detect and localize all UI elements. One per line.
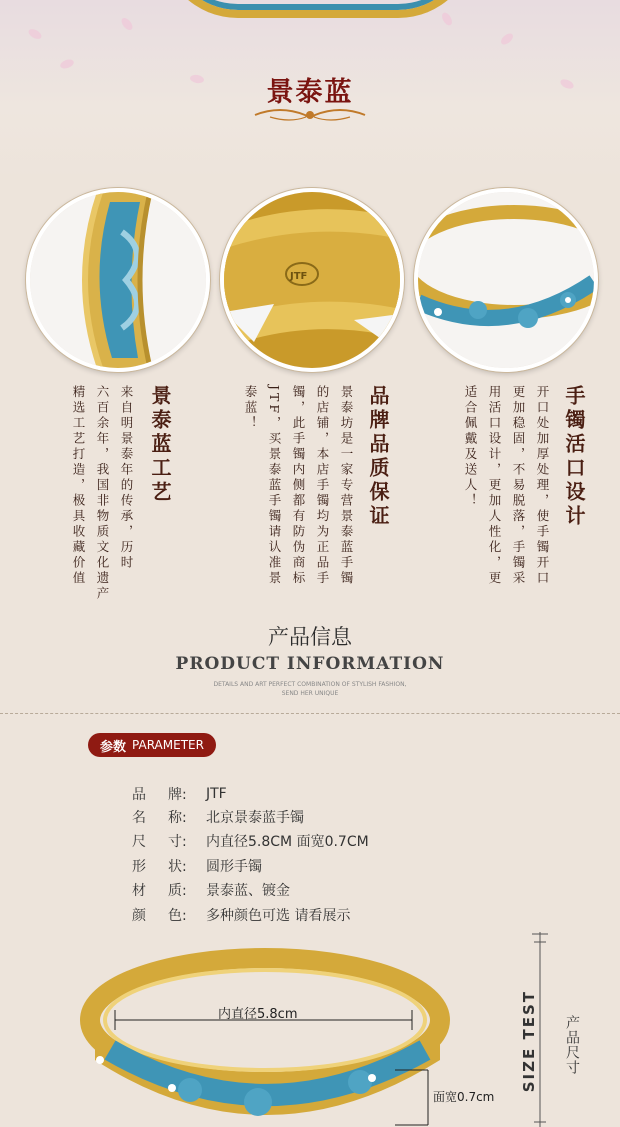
section-divider (0, 713, 620, 714)
feature-title-craft: 景泰蓝工艺 (148, 385, 172, 505)
param-key: 色: (168, 908, 187, 924)
size-label-cn: 产品尺寸 (564, 1015, 580, 1075)
feature-line: JTF，买景泰蓝手镯请认准景 (267, 385, 282, 587)
petal-decor (440, 11, 454, 27)
bangle-inner-trademark-photo (220, 188, 404, 372)
ornament-flourish-icon (250, 103, 370, 125)
bangle-closeup-enamel-photo (26, 188, 210, 372)
size-test-label: SIZE TEST (520, 990, 538, 1093)
feature-line: 泰蓝！ (243, 385, 258, 432)
bangle-top-decor (160, 0, 476, 18)
param-key: 颜 (132, 908, 146, 924)
product-info-tagline (0, 680, 620, 698)
page-title: 景泰蓝 (266, 77, 354, 108)
param-key: 质: (168, 883, 187, 899)
feature-line: 景泰坊是一家专营景泰蓝手镯 (339, 385, 354, 587)
inner-diameter-label: 内直径5.8cm (218, 1007, 298, 1022)
param-row-material (132, 879, 290, 901)
parameter-badge (88, 733, 216, 757)
tagline-line-2: SEND HER UNIQUE (281, 690, 339, 697)
param-row-name (132, 806, 304, 828)
param-key: 形 (132, 859, 146, 875)
param-value: 多种颜色可选 请看展示 (206, 908, 351, 924)
feature-line: 来自明景泰年的传承，历时 (119, 385, 134, 571)
petal-decor (119, 16, 134, 32)
feature-line: 的店铺，本店手镯均为正品手 (315, 385, 330, 587)
parameter-badge-cn: 参数 (100, 739, 127, 755)
feature-line: 精选工艺打造，极具收藏价值 (71, 385, 86, 587)
param-key: 称: (168, 810, 187, 826)
param-key: 状: (168, 859, 187, 875)
param-value: JTF (206, 786, 227, 802)
feature-line: 开口处加厚处理，使手镯开口 (535, 385, 550, 587)
param-value: 内直径5.8CM 面宽0.7CM (206, 834, 369, 850)
param-key: 牌: (168, 787, 187, 803)
width-label: 面宽0.7cm (433, 1090, 495, 1104)
feature-line: 用活口设计，更加人性化，更 (487, 385, 502, 587)
param-value: 北京景泰蓝手镯 (206, 810, 304, 826)
feature-line: 更加稳固，不易脱落，手镯采 (511, 385, 526, 587)
petal-decor (499, 31, 515, 46)
param-key: 寸: (168, 834, 187, 850)
param-row-brand (132, 783, 227, 805)
product-info-title-cn: 产品信息 (268, 625, 352, 649)
param-value: 景泰蓝、镀金 (206, 883, 290, 899)
tagline-line-1: DETAILS AND ART PERFECT COMBINATION OF STYLISH FASHION, (213, 681, 407, 688)
feature-line: 六百余年，我国非物质文化遗产 (95, 385, 110, 602)
parameter-badge-en: PARAMETER (132, 738, 204, 752)
param-row-size (132, 830, 369, 852)
petal-decor (59, 58, 75, 70)
param-key: 尺 (132, 834, 146, 850)
feature-title-design: 手镯活口设计 (562, 385, 586, 529)
feature-title-quality: 品牌品质保证 (366, 385, 390, 529)
svg-text:JTF: JTF (290, 271, 308, 282)
petal-decor (27, 27, 43, 41)
bangle-opening-design-photo (414, 188, 598, 372)
feature-line: 适合佩戴及送人！ (463, 385, 478, 509)
param-row-color (132, 904, 350, 926)
param-value: 圆形手镯 (206, 859, 262, 875)
param-row-shape (132, 855, 262, 877)
param-key: 材 (132, 883, 146, 899)
feature-line: 镯，此手镯内侧都有防伪商标 (291, 385, 306, 587)
param-key: 名 (132, 810, 146, 826)
product-info-title-en: PRODUCT INFORMATION (175, 654, 445, 674)
param-key: 品 (132, 787, 146, 803)
